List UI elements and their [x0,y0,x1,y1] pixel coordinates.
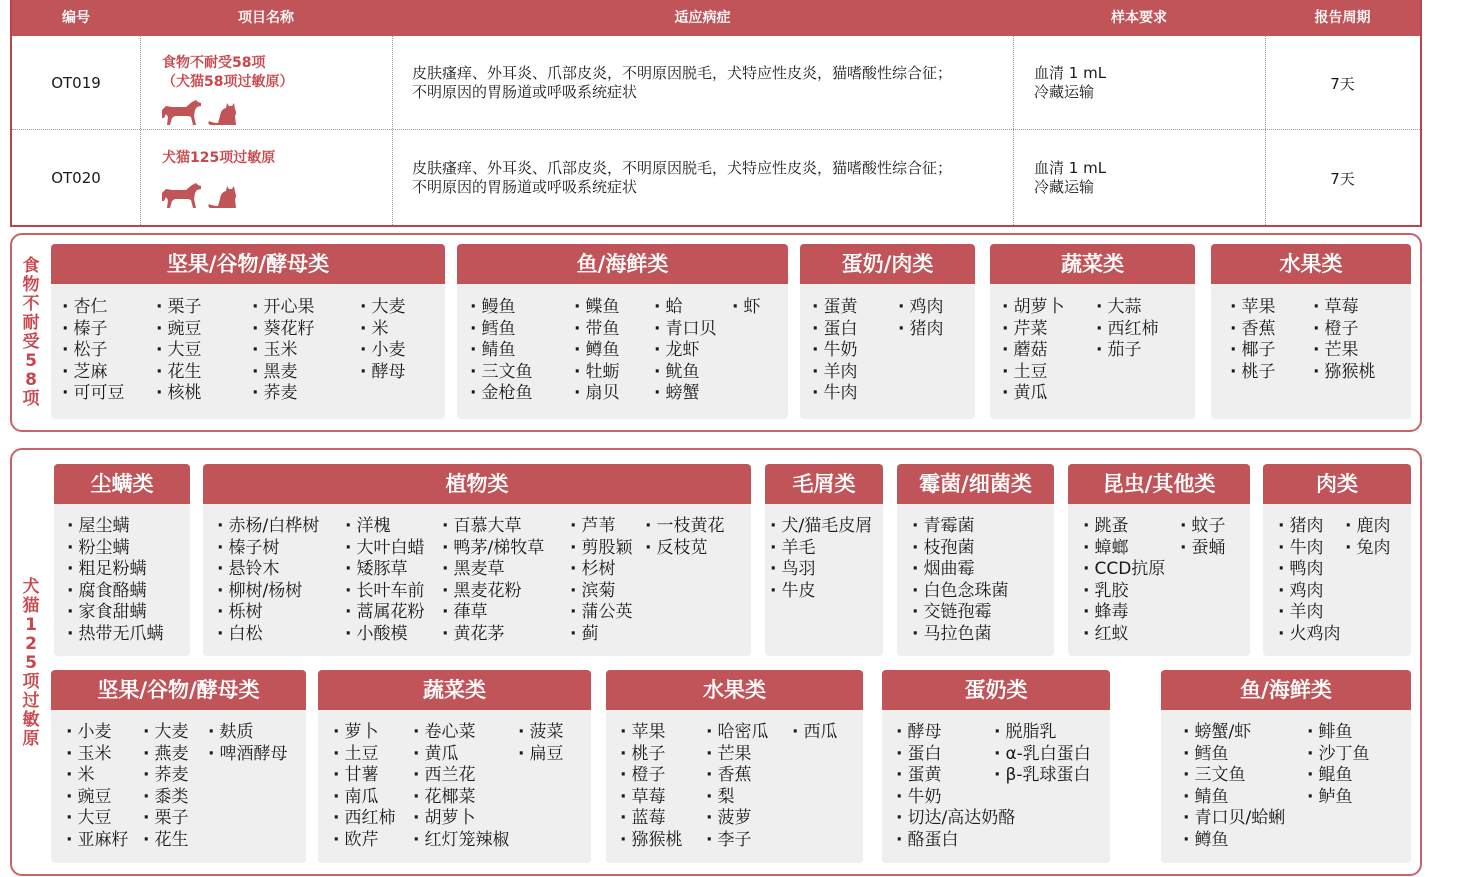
category-title: 水果类 [606,670,863,710]
list-item: · 三文鱼 [1183,765,1285,787]
list-item: · 桃子 [620,744,682,766]
product-name-line: 食物不耐受58项 [162,55,266,71]
category-title: 蔬菜类 [990,244,1195,284]
list-item: · 栎树 [217,602,319,624]
list-item: · 胡萝卜 [413,808,509,830]
category-title: 蔬菜类 [318,670,591,710]
category-title: 毛屑类 [765,464,883,504]
list-item: · 甘薯 [333,765,395,787]
item-column [912,516,1008,646]
product-code: OT019 [51,74,101,92]
list-item: · 芒果 [706,744,768,766]
list-item: · 芦苇 [570,516,632,538]
list-item: · 蛋黄 [812,297,857,319]
list-item: · 扇贝 [574,383,619,405]
list-item: · 大豆 [156,340,201,362]
list-item: · 粗足粉螨 [67,559,163,581]
list-item: · 哈密瓜 [706,722,768,744]
product-name [162,149,275,168]
list-item: · 小麦 [66,722,128,744]
list-item: · 青口贝/蛤蜊 [1183,808,1285,830]
item-column [1230,297,1275,383]
item-column [66,722,128,852]
list-item: · 黄瓜 [413,744,509,766]
list-item: · 蘑菇 [1002,340,1064,362]
list-item: · 带鱼 [574,319,619,341]
list-item: · 萝卜 [333,722,395,744]
list-item: · 燕麦 [143,744,188,766]
list-item: · 牛奶 [812,340,857,362]
list-item: · 枝孢菌 [912,538,1008,560]
list-item: · 家食甜螨 [67,602,163,624]
category-card [54,464,190,656]
list-item: · 沙丁鱼 [1307,744,1369,766]
list-item: · 螃蟹/虾 [1183,722,1285,744]
list-item: · 李子 [706,830,768,852]
item-column [994,722,1091,787]
category-card [897,464,1054,656]
list-item: · 西兰花 [413,765,509,787]
list-item: · 苹果 [1230,297,1275,319]
list-item: · 豌豆 [66,787,128,809]
list-item: · 花椰菜 [413,787,509,809]
list-item: · 牛奶 [896,787,1015,809]
list-item: · 粉尘螨 [67,538,163,560]
list-item: · 猪肉 [1278,516,1340,538]
report-cycle: 7天 [1330,169,1355,188]
list-item: · 蛋白 [812,319,857,341]
list-item: · 牛肉 [812,383,857,405]
category-title: 水果类 [1211,244,1411,284]
list-item: · 大麦 [360,297,405,319]
header-symptoms: 适应病症 [674,10,731,26]
list-item: · 一枝黄花 [645,516,724,538]
sample-volume: 血清 1 mL [1034,159,1107,177]
item-column [442,516,544,646]
list-item: · 欧芹 [333,830,395,852]
list-item: · 胡萝卜 [1002,297,1064,319]
product-code: OT020 [51,169,101,187]
list-item: · 蒲公英 [570,602,632,624]
item-column [1313,297,1375,383]
list-item: · 玉米 [252,340,314,362]
list-item: · 黄瓜 [1002,383,1064,405]
item-column [1180,516,1225,559]
list-item: · 牡蛎 [574,362,619,384]
symptoms-line: 不明原因的胃肠道或呼吸系统症状 [412,83,638,101]
list-item: · 麸质 [208,722,287,744]
list-item: · 鸭茅/梯牧草 [442,538,544,560]
list-item: · 蛋黄 [896,765,1015,787]
list-item: · 蓝莓 [620,808,682,830]
list-item: · 可可豆 [62,383,124,405]
category-card [1068,464,1250,656]
category-title: 鱼/海鲜类 [1161,670,1411,710]
list-item: · 榛子树 [217,538,319,560]
list-item: · 青霉菌 [912,516,1008,538]
item-column [898,297,943,340]
list-item: · 猕猴桃 [620,830,682,852]
list-item: · 榛子 [62,319,124,341]
food-intolerance-58-label: 食物不耐受58项 [22,256,40,409]
list-item: · 羊肉 [812,362,857,384]
list-item: · 交链孢霉 [912,602,1008,624]
header-cycle: 报告周期 [1314,10,1371,26]
category-card [51,244,445,419]
sample-transport: 冷藏运输 [1034,83,1095,101]
list-item: · 柳树/杨树 [217,581,319,603]
list-item: · 米 [360,319,405,341]
list-item: · 小麦 [360,340,405,362]
product-name-line: 犬猫125项过敏原 [162,150,276,166]
list-item: · 反枝苋 [645,538,724,560]
list-item: · 白松 [217,624,319,646]
list-item: · 杏仁 [62,297,124,319]
category-card [51,670,306,863]
list-item: · 橙子 [620,765,682,787]
item-column [574,297,619,405]
list-item: · 卷心菜 [413,722,509,744]
list-item: · 鲱鱼 [1307,722,1369,744]
list-item: · 鸟羽 [770,559,872,581]
category-card [990,244,1195,419]
list-item: · 核桃 [156,383,201,405]
product-name [162,54,293,92]
list-item: · 大叶白蜡 [345,538,424,560]
list-item: · 豌豆 [156,319,201,341]
category-title: 植物类 [203,464,751,504]
list-item: · 鱿鱼 [654,362,716,384]
list-item: · 荞麦 [143,765,188,787]
list-item: · 鲭鱼 [1183,787,1285,809]
list-item: · 马拉色菌 [912,624,1008,646]
list-item: · 切达/高达奶酪 [896,808,1015,830]
item-column [333,722,395,852]
list-item: · 芒果 [1313,340,1375,362]
list-item: · 鳟鱼 [1183,830,1285,852]
list-item: · 洋槐 [345,516,424,538]
item-column [1183,722,1285,852]
list-item: · 烟曲霉 [912,559,1008,581]
symptoms-line: 皮肤瘙痒、外耳炎、爪部皮炎，不明原因脱毛，犬特应性皮炎，猫嗜酸性综合征； [412,64,953,82]
item-column [1307,722,1369,808]
list-item: · 扁豆 [518,744,563,766]
category-title: 霉菌/细菌类 [897,464,1054,504]
list-item: · 龙虾 [654,340,716,362]
list-item: · 玉米 [66,744,128,766]
table-row [12,36,1420,130]
item-column [1083,516,1165,646]
list-item: · 蚊子 [1180,516,1225,538]
category-title: 尘螨类 [54,464,190,504]
list-item: · 大蒜 [1096,297,1158,319]
category-card [800,244,975,419]
list-item: · 杉树 [570,559,632,581]
item-column [770,516,872,602]
sample-transport: 冷藏运输 [1034,178,1095,196]
list-item: · 红灯笼辣椒 [413,830,509,852]
list-item: · 鳕鱼 [1183,744,1285,766]
table-header [12,0,1420,36]
category-title: 坚果/谷物/酵母类 [51,670,306,710]
sample-requirement [1034,36,1264,130]
item-column [217,516,319,646]
item-column [252,297,314,405]
category-title: 昆虫/其他类 [1068,464,1250,504]
list-item: · 鳟鱼 [574,340,619,362]
list-item: · 乳胶 [1083,581,1165,603]
item-column [67,516,163,646]
list-item: · 酪蛋白 [896,830,1015,852]
list-item: · 犬/猫毛皮屑 [770,516,872,538]
list-item: · 鸭肉 [1278,559,1340,581]
list-item: · 芹菜 [1002,319,1064,341]
list-item: · 螃蟹 [654,383,716,405]
list-item: · 猕猴桃 [1313,362,1375,384]
item-column [570,516,632,646]
category-card [1211,244,1411,419]
list-item: · 桃子 [1230,362,1275,384]
dog-cat-icon [160,96,250,126]
list-item: · 花生 [143,830,188,852]
item-column [654,297,716,405]
list-item: · 香蕉 [706,765,768,787]
item-column [645,516,724,559]
list-item: · 屋尘螨 [67,516,163,538]
list-item: · 滨菊 [570,581,632,603]
list-item: · 茄子 [1096,340,1158,362]
symptoms-line: 不明原因的胃肠道或呼吸系统症状 [412,178,638,196]
symptoms [412,131,1012,225]
item-column [1096,297,1158,362]
category-title: 肉类 [1263,464,1411,504]
list-item: · 长叶车前 [345,581,424,603]
category-title: 鱼/海鲜类 [457,244,788,284]
list-item: · 鸡肉 [898,297,943,319]
list-item: · 黑麦 [252,362,314,384]
list-item: · 芝麻 [62,362,124,384]
item-column [706,722,768,852]
symptoms [412,36,1012,130]
list-item: · 蛤 [654,297,716,319]
category-title: 蛋奶/肉类 [800,244,975,284]
list-item: · 菠萝 [706,808,768,830]
category-card [882,670,1110,863]
list-item: · 南瓜 [333,787,395,809]
list-item: · 鳗鱼 [470,297,532,319]
list-item: · 酵母 [896,722,1015,744]
symptoms-line: 皮肤瘙痒、外耳炎、爪部皮炎，不明原因脱毛，犬特应性皮炎，猫嗜酸性综合征； [412,159,953,177]
list-item: · 草莓 [620,787,682,809]
list-item: · 西红柿 [333,808,395,830]
list-item: · 牛皮 [770,581,872,603]
header-name: 项目名称 [238,10,294,26]
list-item: · 兔肉 [1345,538,1390,560]
category-card [606,670,863,863]
list-item: · 土豆 [1002,362,1064,384]
report-cycle: 7天 [1330,74,1355,93]
item-column [1278,516,1340,646]
list-item: · 红蚁 [1083,624,1165,646]
list-item: · 黍类 [143,787,188,809]
list-item: · 小酸模 [345,624,424,646]
item-column [518,722,563,765]
header-code: 编号 [62,10,90,26]
list-item: · 西红柿 [1096,319,1158,341]
item-column [732,297,760,319]
category-title: 蛋奶类 [882,670,1110,710]
list-item: · 鲽鱼 [574,297,619,319]
allergen-125-label: 犬猫125项过敏原 [22,577,40,749]
list-item: · 梨 [706,787,768,809]
list-item: · 虾 [732,297,760,319]
list-item: · 土豆 [333,744,395,766]
list-item: · 蛋白 [896,744,1015,766]
dog-cat-icon [160,179,250,209]
list-item: · 脱脂乳 [994,722,1091,744]
list-item: · 鳕鱼 [470,319,532,341]
list-item: · 悬铃木 [217,559,319,581]
sample-volume: 血清 1 mL [1034,64,1107,82]
list-item: · CCD抗原 [1083,559,1165,581]
category-card [318,670,591,863]
category-card [765,464,883,656]
list-item: · 三文鱼 [470,362,532,384]
list-item: · 热带无爪螨 [67,624,163,646]
list-item: · 羊肉 [1278,602,1340,624]
list-item: · 黑麦草 [442,559,544,581]
item-column [360,297,405,383]
category-card [203,464,751,656]
list-item: · 菠菜 [518,722,563,744]
list-item: · 香蕉 [1230,319,1275,341]
list-item: · 草莓 [1313,297,1375,319]
item-column [812,297,857,405]
list-item: · 蟑螂 [1083,538,1165,560]
list-item: · 松子 [62,340,124,362]
list-item: · 葎草 [442,602,544,624]
header-sample: 样本要求 [1111,10,1167,26]
category-card [1161,670,1411,863]
list-item: · 蓟 [570,624,632,646]
list-item: · 跳蚤 [1083,516,1165,538]
list-item: · 亚麻籽 [66,830,128,852]
list-item: · 花生 [156,362,201,384]
list-item: · 苹果 [620,722,682,744]
list-item: · 椰子 [1230,340,1275,362]
list-item: · 栗子 [156,297,201,319]
item-column [156,297,201,405]
list-item: · 百慕大草 [442,516,544,538]
sample-requirement [1034,131,1264,225]
category-title: 坚果/谷物/酵母类 [51,244,445,284]
list-item: · 黑麦花粉 [442,581,544,603]
list-item: · 鲭鱼 [470,340,532,362]
list-item: · 鸡肉 [1278,581,1340,603]
product-table [10,0,1422,227]
list-item: · 金枪鱼 [470,383,532,405]
item-column [62,297,124,405]
item-column [792,722,837,744]
list-item: · 荞麦 [252,383,314,405]
category-card [1263,464,1411,656]
list-item: · 米 [66,765,128,787]
product-name-line: （犬猫58项过敏原） [162,74,294,90]
list-item: · 啤酒酵母 [208,744,287,766]
list-item: · α-乳白蛋白 [994,744,1091,766]
list-item: · 鲈鱼 [1307,787,1369,809]
list-item: · 酵母 [360,362,405,384]
list-item: · 鹿肉 [1345,516,1390,538]
item-column [413,722,509,852]
list-item: · 蜂毒 [1083,602,1165,624]
list-item: · 鲲鱼 [1307,765,1369,787]
list-item: · 牛肉 [1278,538,1340,560]
list-item: · 大麦 [143,722,188,744]
item-column [345,516,424,646]
list-item: · 腐食酪螨 [67,581,163,603]
list-item: · 开心果 [252,297,314,319]
item-column [208,722,287,765]
item-column [1002,297,1064,405]
list-item: · 西瓜 [792,722,837,744]
list-item: · β-乳球蛋白 [994,765,1091,787]
item-column [470,297,532,405]
list-item: · 蒿属花粉 [345,602,424,624]
list-item: · 青口贝 [654,319,716,341]
list-item: · 白色念珠菌 [912,581,1008,603]
list-item: · 矮豚草 [345,559,424,581]
list-item: · 葵花籽 [252,319,314,341]
item-column [143,722,188,852]
table-row [12,131,1420,225]
list-item: · 橙子 [1313,319,1375,341]
list-item: · 猪肉 [898,319,943,341]
list-item: · 火鸡肉 [1278,624,1340,646]
list-item: · 栗子 [143,808,188,830]
list-item: · 大豆 [66,808,128,830]
list-item: · 剪股颖 [570,538,632,560]
item-column [620,722,682,852]
list-item: · 黄花茅 [442,624,544,646]
item-column [1345,516,1390,559]
list-item: · 赤杨/白桦树 [217,516,319,538]
list-item: · 羊毛 [770,538,872,560]
list-item: · 蚕蛹 [1180,538,1225,560]
category-card [457,244,788,419]
